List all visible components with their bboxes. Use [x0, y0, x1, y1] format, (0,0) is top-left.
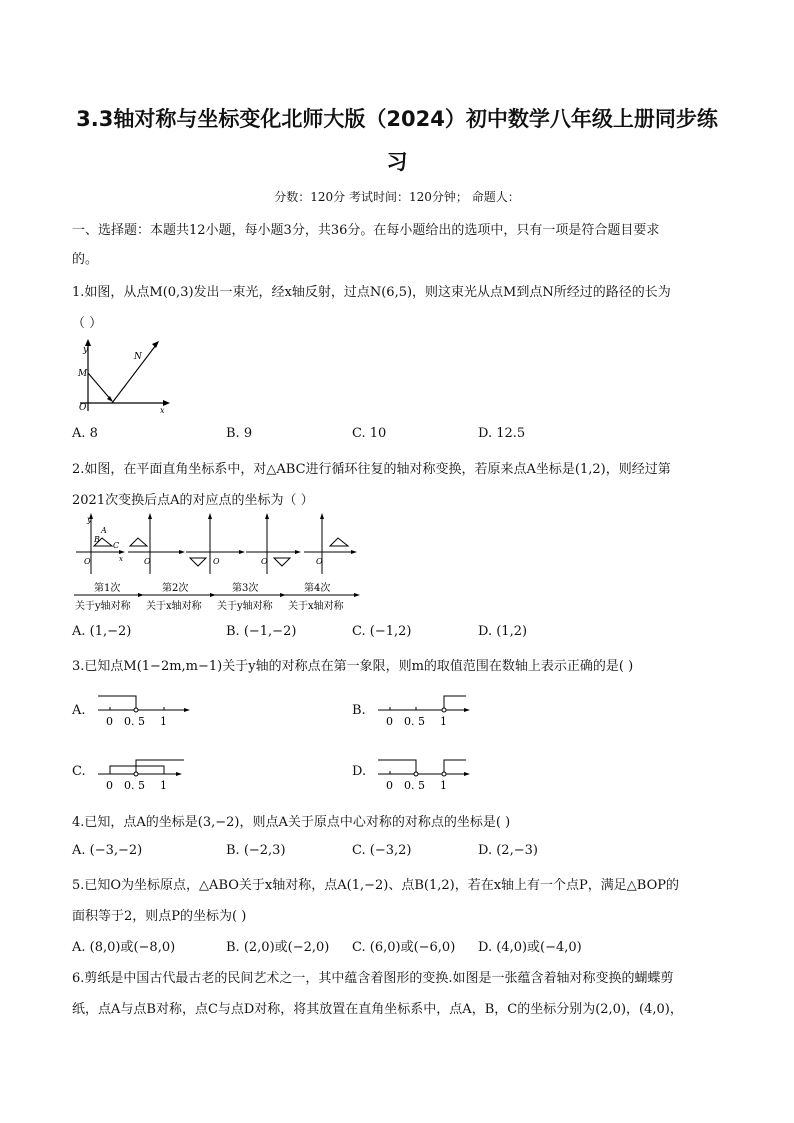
numberline-d-tick-05: 0. 5 — [404, 779, 425, 792]
question-5-text: 5.已知O为坐标原点，△ABO关于x轴对称，点A(1,−2)、点B(1,2)，若在x轴上有一个点P，满足△BOP的 — [72, 878, 679, 893]
question-2-option-b[interactable]: B. (−1,−2) — [226, 624, 297, 639]
question-2-text-cont: 2021次变换后点A的对应点的坐标为（ ） — [72, 493, 314, 508]
question-4-text: 4.已知，点A的坐标是(3,−2)，则点A关于原点中心对称的对称点的坐标是( ) — [72, 815, 511, 830]
fig2-origin-label: O — [84, 557, 91, 566]
numberline-a-tick-05: 0. 5 — [124, 715, 145, 728]
page-title: 3.3轴对称与坐标变化北师大版（2024）初中数学八年级上册同步练 — [76, 107, 718, 131]
fig1-n-label: N — [134, 352, 142, 362]
question-1-text: 1.如图，从点M(0,3)发出一束光，经x轴反射，过点N(6,5)，则这束光从点M到点N所经过的路径的长为 — [72, 285, 671, 300]
fig2-rule-3: 关于y轴对称 — [217, 601, 273, 612]
question-3-option-a[interactable]: A. — [72, 703, 86, 718]
question-6-text-cont: 纸，点A与点B对称，点C与点D对称，将其放置在直角坐标系中，点A，B，C的坐标分别为(2,0)，(4,0)， — [72, 1002, 683, 1017]
exam-meta: 分数：120分 考试时间：120分钟； 命题人： — [274, 190, 520, 204]
fig2-x-label: x — [119, 555, 123, 563]
question-1-option-a[interactable]: A. 8 — [72, 426, 98, 441]
fig2-b-label: B — [94, 535, 100, 544]
fig2-y-label: y — [87, 515, 92, 524]
numberline-b-tick-0: 0 — [386, 715, 393, 728]
fig1-x-label: x — [160, 406, 165, 415]
question-3-option-d[interactable]: D. — [352, 764, 367, 779]
question-2-option-a[interactable]: A. (1,−2) — [72, 624, 132, 639]
fig1-y-label: y — [83, 345, 89, 355]
svg-text:O: O — [213, 557, 220, 566]
question-2-text: 2.如图，在平面直角坐标系中，对△ABC进行循环往复的轴对称变换，若原来点A坐标是(1,2)，则经过第 — [72, 462, 671, 477]
fig1-origin-label: O — [79, 403, 87, 413]
numberline-c-tick-05: 0. 5 — [124, 779, 145, 792]
fig2-c-label: C — [113, 541, 120, 550]
question-1-option-c[interactable]: C. 10 — [352, 426, 387, 441]
question-4-option-b[interactable]: B. (−2,3) — [226, 843, 286, 858]
fig2-step-2: 第2次 — [162, 583, 189, 594]
section-instruction-cont: 的。 — [72, 252, 99, 267]
fig2-step-1: 第1次 — [94, 583, 121, 594]
fig1-m-label: M — [78, 369, 88, 379]
question-3-numberline-a — [94, 690, 194, 730]
question-1-figure — [72, 335, 176, 417]
numberline-c-tick-1: 1 — [160, 779, 167, 792]
fig2-rule-1: 关于y轴对称 — [75, 601, 131, 612]
question-5-option-a[interactable]: A. (8,0)或(−8,0) — [72, 940, 176, 955]
question-4-option-a[interactable]: A. (−3,−2) — [72, 843, 143, 858]
numberline-a-tick-0: 0 — [106, 715, 113, 728]
numberline-a-tick-1: 1 — [160, 715, 167, 728]
question-2-option-d[interactable]: D. (1,2) — [478, 624, 528, 639]
question-5-option-b[interactable]: B. (2,0)或(−2,0) — [226, 940, 330, 955]
fig2-rule-2: 关于x轴对称 — [146, 601, 202, 612]
question-1-bracket: （ ） — [72, 316, 103, 331]
numberline-d-tick-0: 0 — [386, 779, 393, 792]
svg-text:O: O — [316, 557, 323, 566]
numberline-d-tick-1: 1 — [440, 779, 447, 792]
fig2-step-4: 第4次 — [304, 583, 331, 594]
question-5-text-cont: 面积等于2，则点P的坐标为( ) — [72, 909, 247, 924]
fig2-a-label: A — [101, 526, 107, 535]
question-5-option-c[interactable]: C. (6,0)或(−6,0) — [352, 940, 456, 955]
page-title-continued: 习 — [386, 150, 408, 174]
question-3-text: 3.已知点M(1−2m,m−1)关于y轴的对称点在第一象限，则m的取值范围在数轴上表示正确的是( ) — [72, 659, 634, 674]
question-2-figure — [72, 510, 364, 615]
question-3-numberline-c — [94, 752, 194, 792]
question-3-numberline-b — [374, 690, 474, 730]
fig2-rule-4: 关于x轴对称 — [288, 601, 344, 612]
question-3-option-c[interactable]: C. — [72, 764, 86, 779]
question-1-option-b[interactable]: B. 9 — [226, 426, 253, 441]
section-instruction: 一、选择题：本题共12小题，每小题3分，共36分。在每小题给出的选项中，只有一项是符合题目要求 — [72, 223, 660, 238]
question-5-option-d[interactable]: D. (4,0)或(−4,0) — [478, 940, 582, 955]
numberline-c-tick-0: 0 — [106, 779, 113, 792]
numberline-b-tick-1: 1 — [440, 715, 447, 728]
numberline-b-tick-05: 0. 5 — [404, 715, 425, 728]
question-3-option-b[interactable]: B. — [352, 703, 366, 718]
question-3-numberline-d — [374, 752, 474, 792]
svg-text:O: O — [144, 557, 151, 566]
svg-text:O: O — [261, 557, 268, 566]
question-4-option-d[interactable]: D. (2,−3) — [478, 843, 538, 858]
question-6-text: 6.剪纸是中国古代最古老的民间艺术之一，其中蕴含着图形的变换.如图是一张蕴含着轴对称变换的蝴蝶剪 — [72, 971, 674, 986]
question-4-option-c[interactable]: C. (−3,2) — [352, 843, 412, 858]
fig2-step-3: 第3次 — [232, 583, 259, 594]
question-2-option-c[interactable]: C. (−1,2) — [352, 624, 412, 639]
question-1-option-d[interactable]: D. 12.5 — [478, 426, 526, 441]
